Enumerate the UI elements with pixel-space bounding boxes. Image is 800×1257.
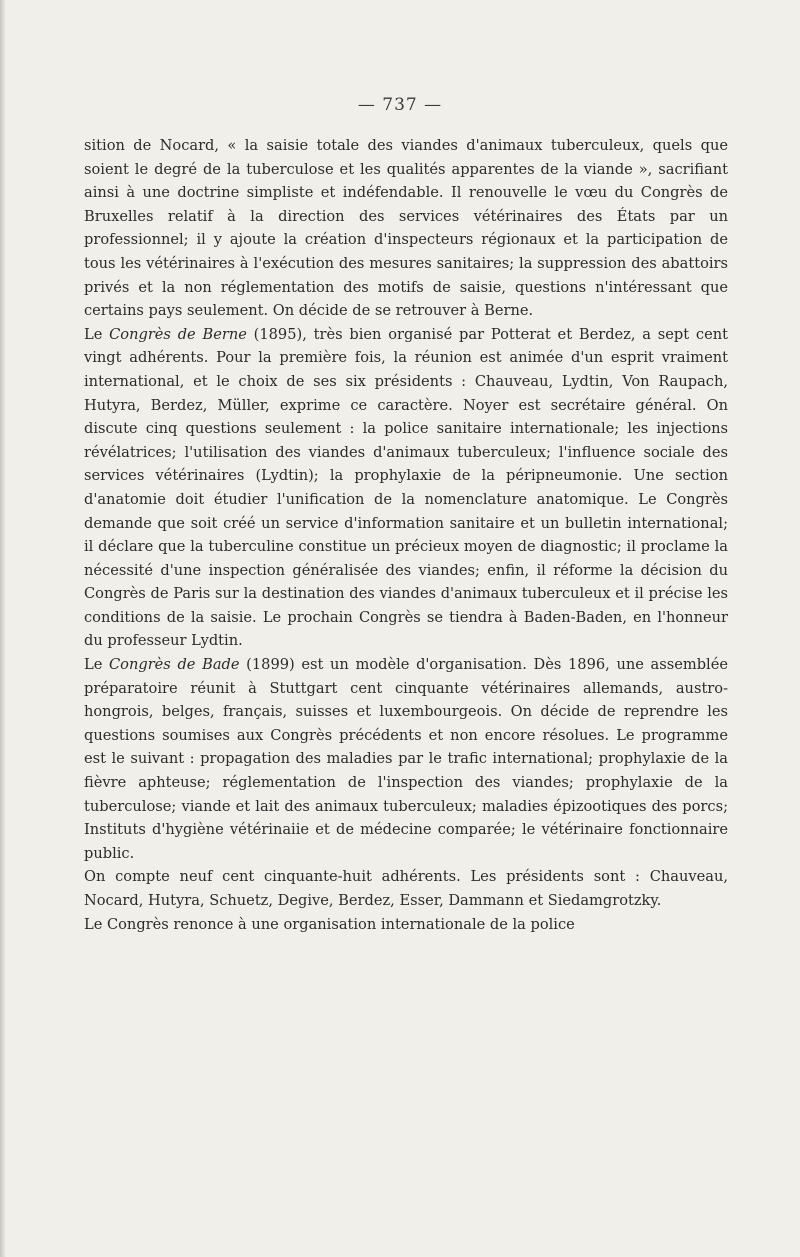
page-binding-edge (0, 0, 5, 1257)
paragraph-3-text: (1899) est un modèle d'organisation. Dès 1896, une assemblée préparatoire réunit à Stuttgart cent cinquante vétérinaires allemands, austro-hongrois, belges, français, suisses et luxembourgeois. On décide de reprendre les questions soumises aux Congrès précédents et non encore résolues. Le programme est le suivant : propagation des maladies par le trafic international; prophylaxie de la fièvre aphteuse; réglementation de l'inspection des viandes; prophylaxie de la tuberculose; viande et lait des animaux tuberculeux; maladies épizootiques des porcs; Instituts d'hygiène vétérinaiie et de médecine comparée; le vétérinaire fonctionnaire public. (84, 656, 728, 862)
paragraph-4 (84, 865, 728, 912)
paragraph-5 (84, 913, 728, 937)
paragraph-2-lead: Le (84, 325, 110, 343)
paragraph-5-text: Le Congrès renonce à une organisation internationale de la police (84, 915, 575, 933)
paragraph-1-text: sition de Nocard, « la saisie totale des viandes d'animaux tuberculeux, quels que soient le degré de la tuberculose et les qualités apparentes de la viande », sacrifiant ainsi à une doctrine simpliste et indéfendable. Il renouvelle le vœu du Congrès de Bruxelles relatif à la direction des services vétérinaires des États par un professionnel; il y ajoute la création d'inspecteurs régionaux et la participation de tous les vétérinaires à l'exécution des mesures sanitaires; la suppression des abattoirs privés et la non réglementation des motifs de saisie, questions n'intéressant que certains pays seulement. On décide de se retrouver à Berne. (84, 137, 728, 320)
congress-bade-title: Congrès de Bade (109, 656, 240, 674)
paragraph-3 (84, 653, 728, 865)
body-text (84, 134, 728, 936)
paragraph-1 (84, 134, 728, 323)
paragraph-2 (84, 323, 728, 653)
congress-berne-title: Congrès de Berne (109, 325, 247, 343)
paragraph-3-lead: Le (84, 656, 109, 674)
paragraph-2-text: (1895), très bien organisé par Potterat et Berdez, a sept cent vingt adhérents. Pour la première fois, la réunion est animée d'un esprit vraiment international, et le choix de ses six présidents : Chauveau, Lydtin, Von Raupach, Hutyra, Berdez, Müller, exprime ce caractère. Noyer est secrétaire général. On discute cinq questions seulement : la police sanitaire internationale; les injections révélatrices; l'utilisation des viandes d'animaux tuberculeux; l'influence sociale des services vétérinaires (Lydtin); la prophylaxie de la péripneumonie. Une section d'anatomie doit étudier l'unification de la nomenclature anatomique. Le Congrès demande que soit créé un service d'information sanitaire et un bulletin international; il déclare que la tuberculine constitue un précieux moyen de diagnostic; il proclame la nécessité d'une inspection généralisée des viandes; enfin, il réforme la décision du Congrès de Paris sur la destination des viandes d'animaux tuberculeux et il précise les conditions de la saisie. Le prochain Congrès se tiendra à Baden-Baden, en l'honneur du professeur Lydtin. (84, 325, 728, 650)
page-number: — 737 — (357, 95, 443, 115)
paragraph-4-text: On compte neuf cent cinquante-huit adhérents. Les présidents sont : Chauveau, Nocard, Hutyra, Schuetz, Degive, Berdez, Esser, Dammann et Siedamgrotzky. (84, 868, 728, 909)
